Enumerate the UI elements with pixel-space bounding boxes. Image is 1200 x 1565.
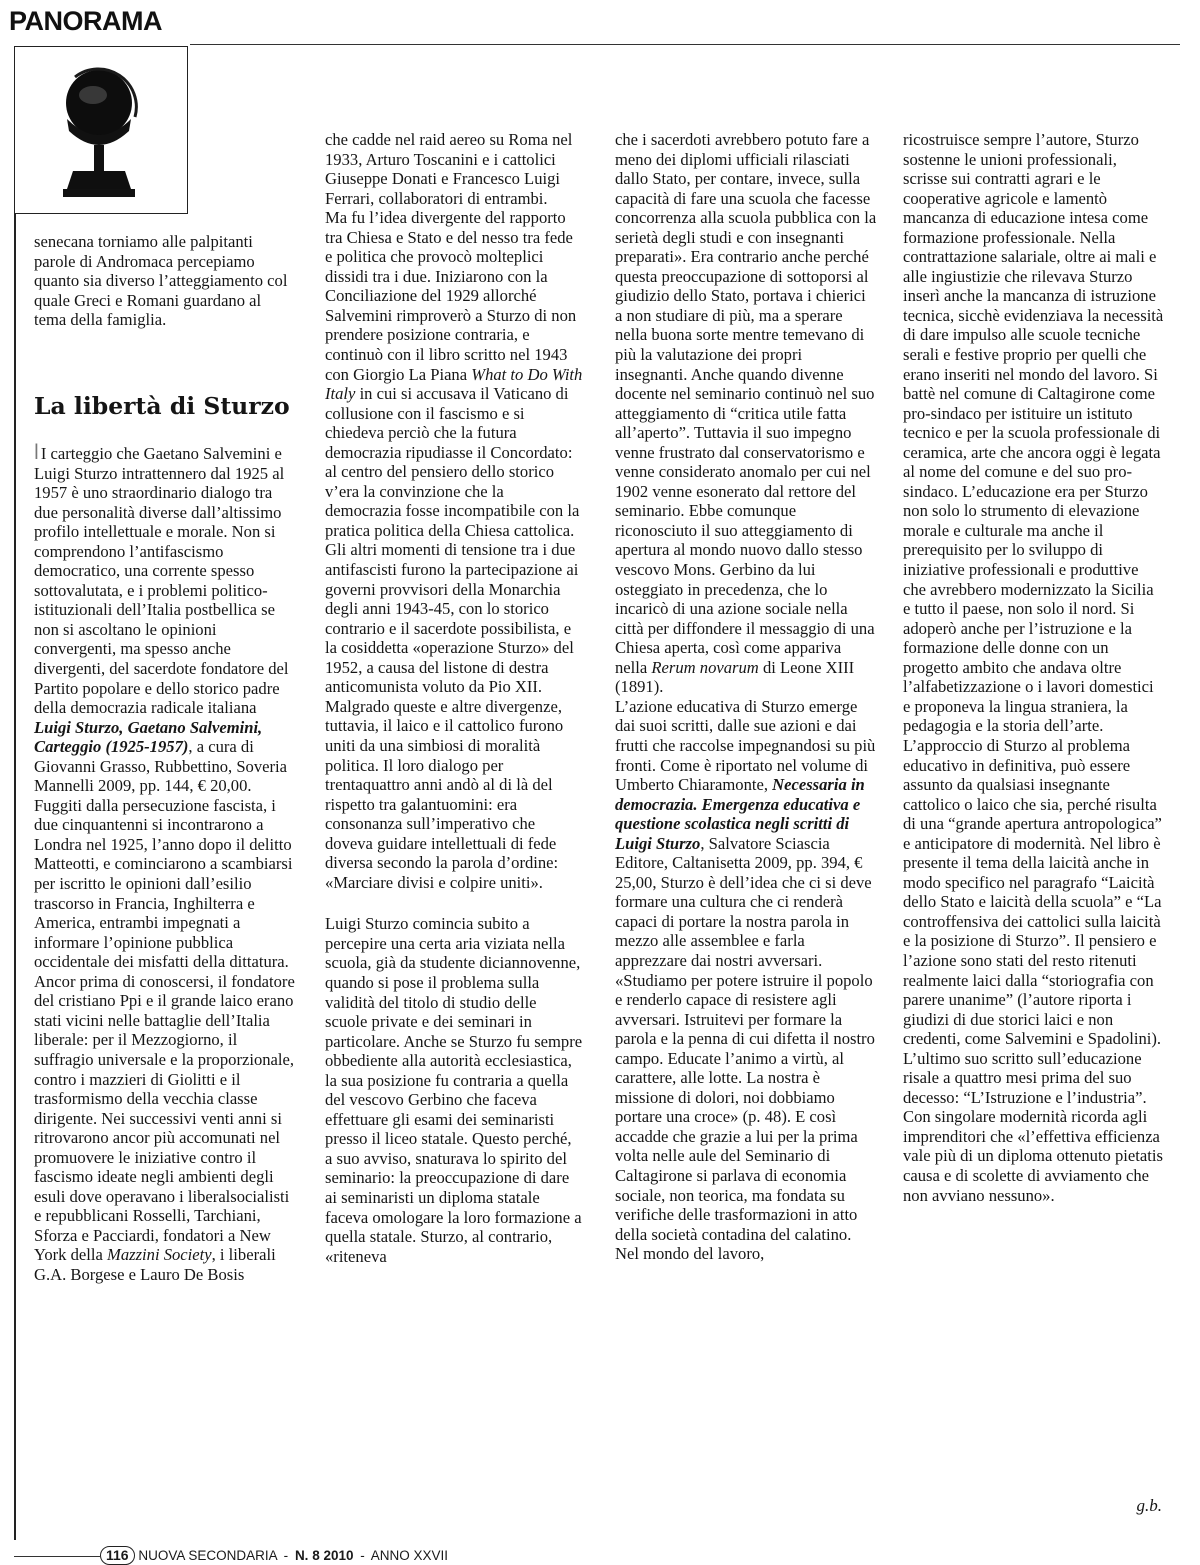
paragraph: Ma fu l’idea divergente del rapporto tra Chiesa e Stato e del nesso tra fede e politica che provocò molteplici dissidi tra i due. Iniziarono con la Conciliazione del 1929 allorché Salvemini rimproverò a Sturzo di non prendere posizione contraria, e continuò con il libro scritto nel 1943 con Giorgio La Piana What to Do With Italy in cui si accusava il Vaticano di collusione con il fascismo e si chiedeva perciò che la futura democrazia ripudiasse il Concordato: al centro del pensiero dello storico v’era la convinzione che la democrazia fosse incompatibile con la pratica politica della Chiesa cattolica. Gli altri momenti di tensione tra i due antifascisti furono la partecipazione ai governi provvisori della Monarchia degli anni 1943-45, con lo storico contrario e il sacerdote possibilista, e la cosiddetta «operazione Sturzo» del 1952, a causa del listone di destra anticomunista voluto da Pio XII. Malgrado queste e altre divergenze, tuttavia, il laico e il cattolico furono uniti da una simbiosi di moralità politica. Il loro dialogo per trentaquattro anni andò al di là del rispetto tra galantuomini: era consonanza sull’imperativo che doveva guidare intellettuali di fede diversa secondo la parola d’ordine: «Marciare divisi e colpire uniti». [325, 208, 583, 892]
column-2 [325, 130, 583, 1266]
paragraph: ricostruisce sempre l’autore, Sturzo sostenne le unioni professionali, scrisse sui contratti agrari e le cooperative agricole e lamentò mancanza di educazione intesa come formazione professionale. Nella contrattazione salariale, oltre ai mali e alle ingiustizie che rilevava Sturzo inserì anche la mancanza di istruzione tecnica, sicchè evidenziava la necessità di dare impulso alle scuole tecniche serali e festive proprio per quelli che erano inseriti nel mondo del lavoro. Si battè nel comune di Caltagirone come pro-sindaco per istituire un istituto tecnico e per la scuola professionale di ceramica, arte che ancora oggi è legata al nome del comune e del suo pro-sindaco. L’educazione era per Sturzo non solo lo strumento di elevazione morale e culturale ma anche il prerequisito per lo sviluppo di iniziative professionali e produttive che avrebbero modernizzato la Sicilia e tutto il paese, non solo il nord. Si adoperò anche per l’istruzione e la formazione delle donne con un progetto ambito che andava oltre l’alfabetizzazione o i lavori domestici e proponeva la lingua straniera, la pedagogia e la storia dell’arte. L’approccio di Sturzo al problema educativo in definitiva, può essere assunto da qualsiasi insegnante cattolico o laico che sia, perché risulta di una “grande apertura antropologica” e anticipatore di modernità. Nel libro è presente il tema della laicità anche in modo specifico nel paragrafo “Laicità dello Stato e laicità della scuola” e “La controffensiva dei cattolici sulla laicità e la posizione di Sturzo”. Il pensiero e l’azione sono stati del resto ritenuti realmente laici dalla “storiografia con parere unanime” (l’autore riporta i giudizi di due storici laici e non credenti, come Salvemini e Spadolini). L’ultimo suo scritto sull’educazione risale a quattro mesi prima del suo decesso: “L’Istruzione e l’industria”. Con singolare modernità ricorda agli imprenditori che «l’effettiva efficienza vale più di un diploma ottenuto pietatis causa e di scolette di avviamento che non avviano nessuno». [903, 130, 1164, 1205]
page-number: 116 [100, 1546, 135, 1565]
magazine-name: NUOVA SECONDARIA [138, 1548, 277, 1563]
intro-paragraph: senecana torniamo alle palpitanti parole di Andromaca percepiamo quanto sia diverso l’atteggiamento col quale Greci e Romani guardano al tema della famiglia. [34, 232, 288, 330]
column-4 [903, 130, 1165, 1205]
page-footer [100, 1546, 448, 1565]
column-3 [615, 130, 877, 1264]
year-label: ANNO XXVII [370, 1548, 449, 1563]
author-signature: g.b. [1136, 1496, 1162, 1515]
paragraph: che cadde nel raid aereo su Roma nel 1933, Arturo Toscanini e i cattolici Giuseppe Donati e Francesco Luigi Ferrari, collaboratori di entrambi. [325, 130, 573, 208]
issue-number: N. 8 2010 [294, 1548, 354, 1563]
book-title: What to Do With Italy [325, 364, 583, 404]
paragraph: ǀ I carteggio che Gaetano Salvemini e Luigi Sturzo intrattennero dal 1925 al 1957 è uno straordinario dialogo tra due personalità diverse dall’altissimo profilo intellettuale e morale. Non si comprendono l’antifascismo democratico, una corrente spesso sottovalutata, e i problemi politico-istituzionali dell’Italia postbellica se non si ascoltano le opinioni convergenti, ma spesso anche divergenti, del sacerdote fondatore del Partito popolare e dello storico padre della democrazia radicale italiana Luigi Sturzo, Gaetano Salvemini, Carteggio (1925-1957), a cura di Giovanni Grasso, Rubbettino, Soveria Mannelli 2009, pp. 144, € 20,00. Fuggiti dalla persecuzione fascista, i due cinquantenni si incontrarono a Londra nel 1925, l’anno dopo il delitto Matteotti, e cominciarono a scambiarsi per iscritto le opinioni dall’esilio trascorso in Francia, Inghilterra e America, entrambi impegnati a informare l’opinione pubblica occidentale dei misfatti della dittatura. Ancor prima di conoscersi, il fondatore del cristiano Ppi e il grande laico erano stati vicini nelle battaglie dell’Italia liberale: per il Mezzogiorno, il suffragio universale e la proporzionale, contro i mazzieri di Giolitti e il trasformismo della vecchia classe dirigente. Nei successivi venti anni si ritrovarono ancor più accomunati nel promuovere le iniziative contro il fascismo ideate negli ambienti degli esuli dove operavano i liberalsocialisti e repubblicani Rosselli, Tarchiani, Sforza e Pacciardi, fondatori a New York della Mazzini Society, i liberali G.A. Borgese e Lauro De Bosis [34, 439, 295, 1284]
paragraph: che i sacerdoti avrebbero potuto fare a meno dei diplomi ufficiali rilasciati dallo Stato, per contare, invece, sulla capacità di fare una scuola che facesse concorrenza alla scuola pubblica con la serietà degli studi e con insegnanti preparati». Era contrario anche perché questa preoccupazione di sottoporsi al giudizio dello Stato, portava i chierici a non studiare di più, ma a sperare nella buona sorte mentre temevano di più la valutazione dei propri insegnanti. Anche quando divenne docente nel seminario continuò nel suo atteggiamento di “critica utile fatta all’aperto”. Tuttavia il suo impegno venne frustrato dal conservatorismo e venne considerato anomalo per cui nel 1902 venne esonerato dal rettore del seminario. Ebbe comunque riconosciuto il suo atteggiamento di apertura al mondo nuovo dallo stesso vescovo Mons. Gerbino da lui osteggiato in precedenza, che lo incaricò di una azione sociale nella città per diffondere il messaggio di una Chiesa aperta, così come appariva nella Rerum novarum di Leone XIII (1891). [615, 130, 877, 697]
drop-initial-mark: ǀ [34, 439, 39, 464]
footer-separator: - [283, 1548, 289, 1563]
section-title: PANORAMA [9, 6, 162, 36]
left-vertical-rule [14, 214, 16, 1540]
paragraph: L’azione educativa di Sturzo emerge dai suoi scritti, dalle sue azioni e dai frutti che raccolse impegnandosi su più fronti. Come è riportato nel volume di Umberto Chiaramonte, Necessaria in democrazia. Emergenza educativa e questione scolastica negli scritti di Luigi Sturzo, Salvatore Sciascia Editore, Caltanisetta 2009, pp. 394, € 25,00, Sturzo è dell’idea che ci si deve formare una cultura che ci renderà capaci di portare la nostra parola in mezzo alle assemblee e farla apprezzare dai nostri avversari. «Studiamo per potere istruire il popolo e renderlo capace di resistere agli avversari. Istruitevi per formare la parola e la penna di cui difetta il nostro campo. Educate l’animo a virtù, al carattere, alle lotte. La nostra è missione di dolori, noi dobbiamo portare una croce» (p. 48). E così accadde che grazie a lui per la prima volta nelle aule del Seminario di Caltagirone si parlava di economia sociale, non teorica, ma fondata su verifiche delle trasformazioni in atto della società contadina del calatino. Nel mondo del lavoro, [615, 696, 876, 1264]
section-emblem [14, 46, 188, 214]
column-1 [34, 439, 296, 1285]
footer-rule [14, 1556, 100, 1557]
globe-trophy-icon [15, 47, 186, 212]
paragraph: Luigi Sturzo comincia subito a percepire una certa aria viziata nella scuola, già da studente diciannovenne, quando si pose il problema sulla validità del titolo di studio delle scuole private e dei seminari in particolare. Anche se Sturzo fu sempre obbediente alla autorità ecclesiastica, la sua posizione fu contraria a quella del vescovo Gerbino che faceva effettuare gli esami dei seminaristi presso il liceo statale. Questo perché, a suo avviso, snaturava lo spirito del seminario: la preoccupazione di dare ai seminaristi un diploma statale faceva omologare la loro formazione a quella statale. Sturzo, al contrario, «riteneva [325, 914, 583, 1266]
book-title: Luigi Sturzo, Gaetano Salvemini, Carteggio (1925-1957) [34, 717, 263, 757]
footer-separator: - [360, 1548, 365, 1563]
society-name: Mazzini Society [107, 1245, 212, 1265]
encyclical-title: Rerum novarum [651, 657, 759, 677]
column-1-intro [34, 232, 296, 330]
book-title: Necessaria in democrazia. Emergenza educativa e questione scolastica negli scritti di Luigi Sturzo [615, 775, 865, 853]
header-rule [190, 44, 1180, 45]
article-title: La libertà di Sturzo [34, 392, 290, 420]
